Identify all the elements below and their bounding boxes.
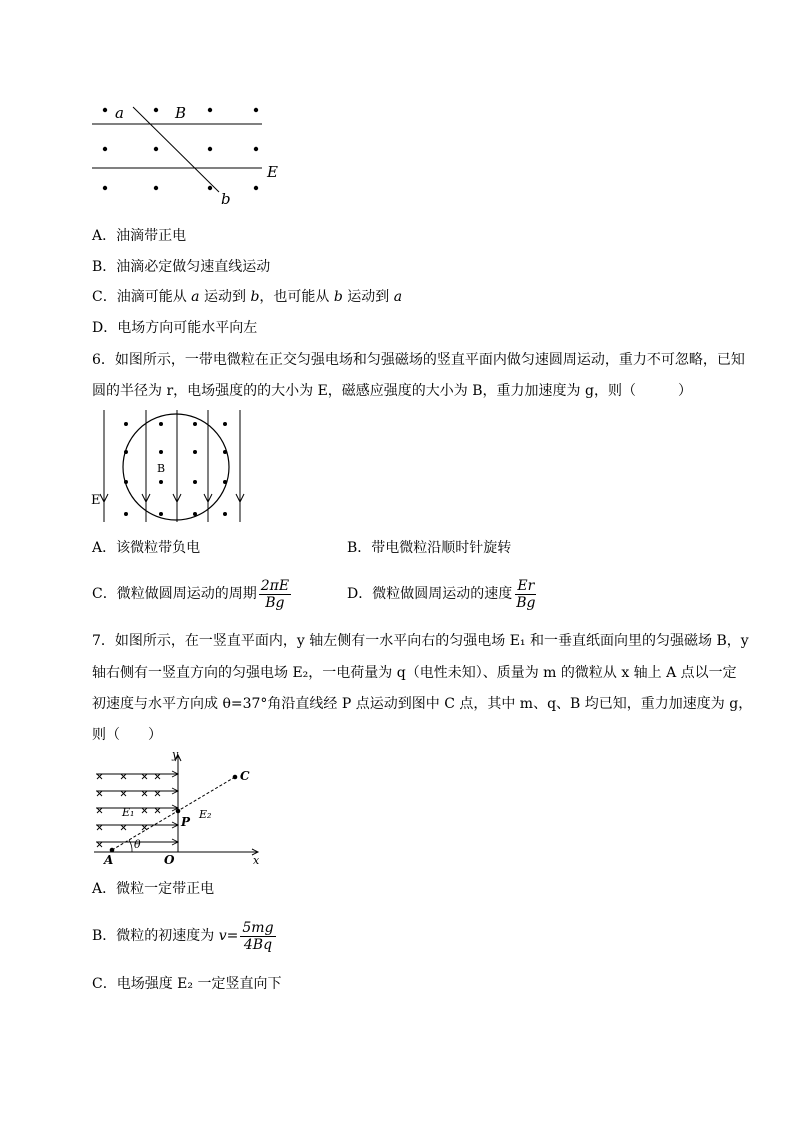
field-dot bbox=[193, 480, 197, 484]
label-b: b bbox=[221, 190, 231, 208]
q6-option-d bbox=[347, 575, 539, 613]
fraction bbox=[514, 578, 537, 611]
field-dot bbox=[154, 186, 158, 190]
q7-option-b bbox=[92, 917, 278, 955]
field-dot bbox=[159, 480, 163, 484]
field-dot bbox=[193, 512, 197, 516]
field-dot bbox=[154, 108, 158, 112]
var-v: v= bbox=[218, 928, 239, 944]
label-E: E bbox=[267, 163, 278, 181]
q5-figure bbox=[85, 96, 295, 211]
point-P bbox=[176, 809, 181, 814]
q6-figure bbox=[88, 408, 253, 530]
var-b: b bbox=[250, 289, 260, 305]
q6-option-a: A．该微粒带负电 bbox=[92, 540, 201, 556]
q6-stem-line2: 圆的半径为 r，电场强度的的大小为 E，磁感应强度的大小为 B，重力加速度为 g，则（ ） bbox=[92, 383, 692, 399]
fraction-numerator: 2πE bbox=[260, 577, 290, 594]
q6-option-c bbox=[92, 575, 293, 613]
label-P: P bbox=[181, 815, 191, 829]
q6-stem-line1: 6．如图所示，一带电微粒在正交匀强电场和匀强磁场的竖直平面内做匀速圆周运动，重力不可忽略，已知 bbox=[92, 352, 745, 368]
point-A bbox=[110, 848, 115, 853]
field-dot bbox=[254, 147, 258, 151]
q5-option-a: A．油滴带正电 bbox=[92, 228, 187, 244]
q7-option-c: C．电场强度 E₂ 一定竖直向下 bbox=[92, 976, 282, 992]
fraction bbox=[240, 920, 275, 953]
field-dot bbox=[208, 108, 212, 112]
field-dot bbox=[103, 147, 107, 151]
field-dot bbox=[154, 147, 158, 151]
label-E: E bbox=[91, 493, 101, 508]
q5-option-b: B．油滴必定做匀速直线运动 bbox=[92, 259, 271, 275]
option-text: C．油滴可能从 bbox=[92, 289, 192, 305]
q6-option-b: B．带电微粒沿顺时针旋转 bbox=[347, 540, 512, 556]
point-C bbox=[233, 775, 238, 780]
field-dot bbox=[159, 512, 163, 516]
fraction-denominator: Bg bbox=[516, 594, 536, 611]
option-text: 运动到 bbox=[342, 289, 394, 305]
q5-option-d: D．电场方向可能水平向左 bbox=[92, 320, 258, 336]
q5-option-c bbox=[92, 287, 402, 307]
field-dot bbox=[193, 450, 197, 454]
label-x: x bbox=[253, 854, 260, 867]
field-dot bbox=[223, 480, 227, 484]
fraction-numerator: 5mg bbox=[242, 919, 274, 936]
field-dot bbox=[124, 512, 128, 516]
label-theta: θ bbox=[134, 838, 141, 851]
field-dot bbox=[254, 186, 258, 190]
q7-stem-line4: 则（ ） bbox=[92, 727, 162, 743]
field-dot bbox=[208, 186, 212, 190]
field-dot bbox=[159, 422, 163, 426]
label-B: B bbox=[157, 462, 166, 475]
option-text: B．微粒的初速度为 bbox=[92, 928, 219, 944]
var-b: b bbox=[333, 289, 343, 305]
q7-figure bbox=[92, 750, 267, 868]
field-dot bbox=[103, 186, 107, 190]
label-O: O bbox=[164, 853, 175, 867]
var-a: a bbox=[393, 289, 403, 305]
field-dot bbox=[159, 450, 163, 454]
field-dot bbox=[103, 108, 107, 112]
field-dot bbox=[208, 147, 212, 151]
field-dot bbox=[223, 422, 227, 426]
field-dot bbox=[223, 512, 227, 516]
field-dot bbox=[223, 450, 227, 454]
field-dot bbox=[254, 108, 258, 112]
label-a: a bbox=[115, 104, 124, 122]
var-a: a bbox=[191, 289, 200, 305]
q7-stem-line1: 7．如图所示，在一竖直平面内，y 轴左侧有一水平向右的匀强电场 E₁ 和一垂直纸面向里的匀强磁场 B，y bbox=[92, 633, 749, 649]
circular-path bbox=[123, 414, 229, 520]
q7-stem-line3: 初速度与水平方向成 θ=37°角沿直线经 P 点运动到图中 C 点，其中 m、q、B 均已知，重力加速度为 g， bbox=[92, 696, 753, 712]
field-dot bbox=[124, 450, 128, 454]
label-B: B bbox=[175, 104, 187, 122]
label-y: y bbox=[172, 750, 179, 761]
q7-stem-line2: 轴右侧有一竖直方向的匀强电场 E₂，一电荷量为 q（电性未知）、质量为 m 的微粒从 x 轴上 A 点以一定 bbox=[92, 665, 737, 681]
q7-option-a: A．微粒一定带正电 bbox=[92, 881, 215, 897]
fraction-numerator: Er bbox=[517, 577, 535, 594]
label-C: C bbox=[240, 769, 250, 783]
field-dot bbox=[193, 422, 197, 426]
fraction bbox=[259, 578, 291, 611]
field-dot bbox=[124, 422, 128, 426]
option-text: C．微粒做圆周运动的周期 bbox=[92, 586, 257, 602]
option-text: ，也可能从 bbox=[259, 289, 334, 305]
label-E1: E₁ bbox=[122, 806, 135, 819]
option-text: D．微粒做圆周运动的速度 bbox=[347, 586, 513, 602]
fraction-denominator: 4Bq bbox=[243, 936, 273, 953]
label-A: A bbox=[104, 853, 114, 867]
field-dot bbox=[124, 480, 128, 484]
option-text: 运动到 bbox=[199, 289, 251, 305]
label-E2: E₂ bbox=[199, 808, 212, 821]
fraction-denominator: Bg bbox=[265, 594, 285, 611]
